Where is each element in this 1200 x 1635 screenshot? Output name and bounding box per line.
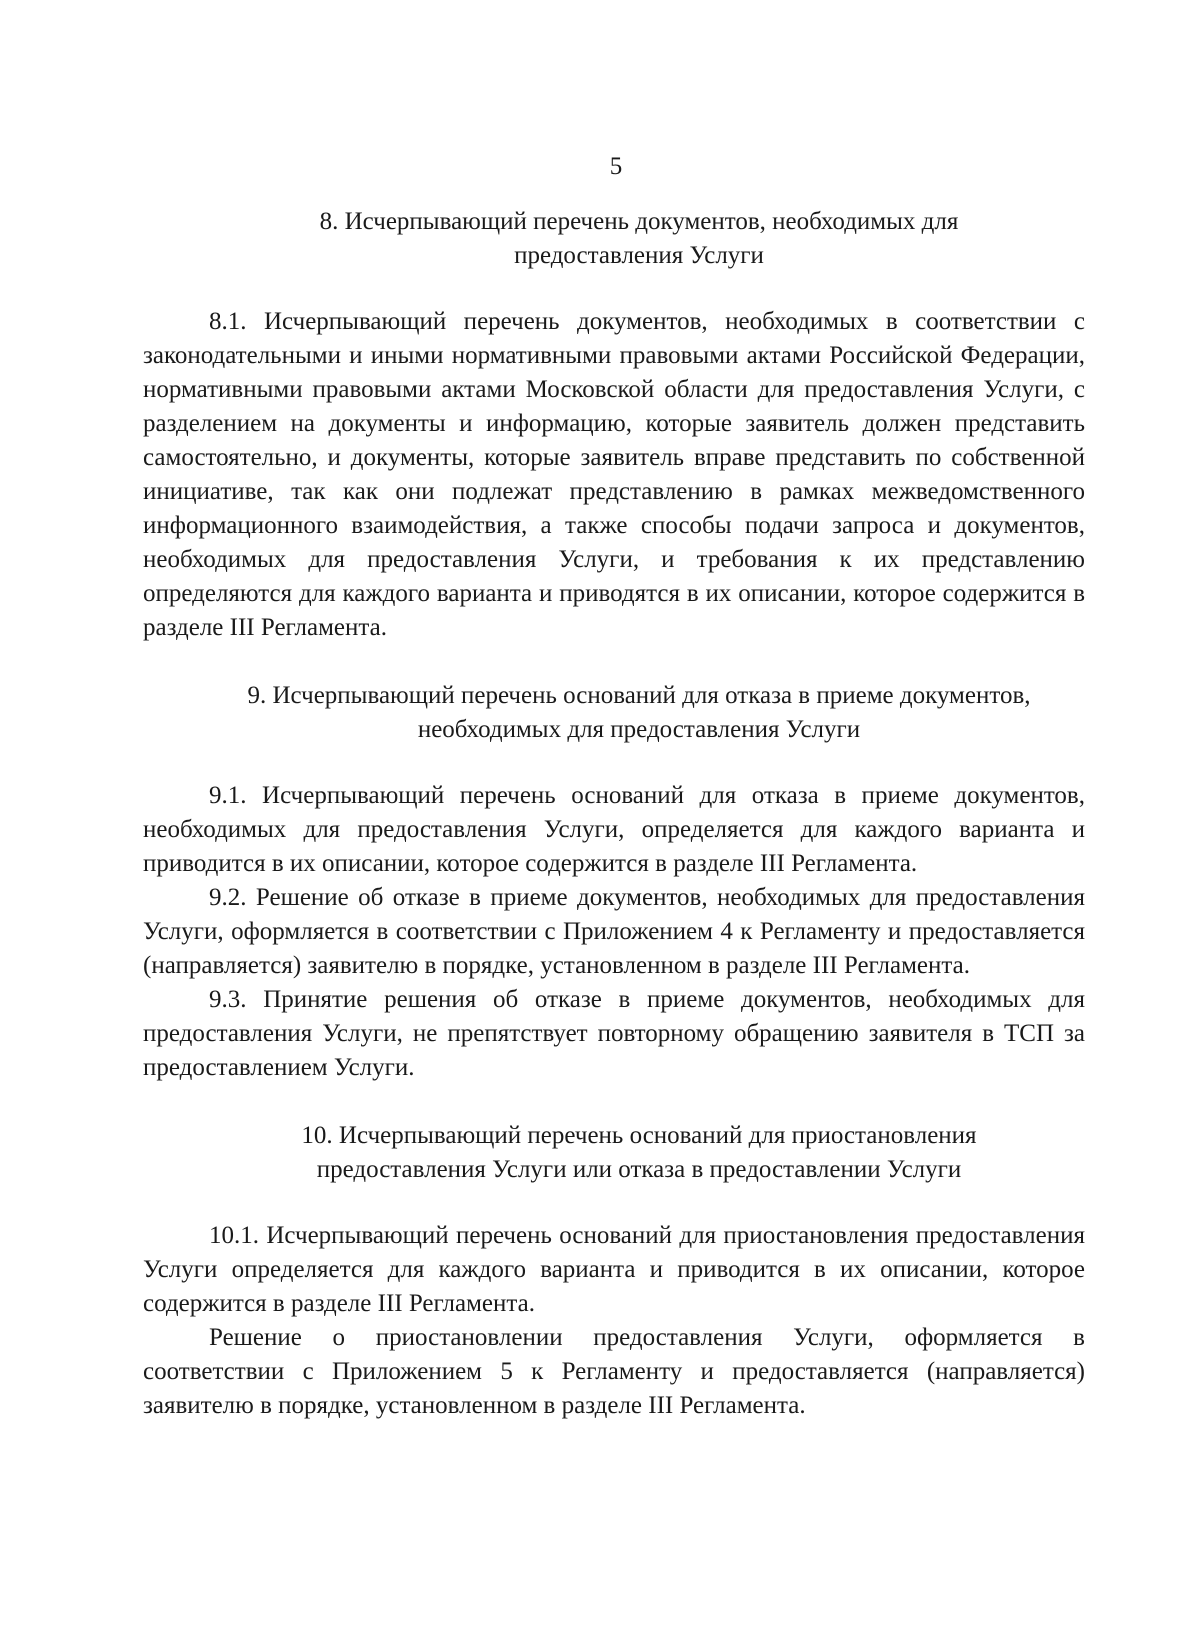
paragraph-9-3: 9.3. Принятие решения об отказе в приеме документов, необходимых для предоставления Услуги, не препятствует повторному обращению заявителя в ТСП за предоставлением Услуги. [143, 986, 1085, 1081]
paragraph-8-1: 8.1. Исчерпывающий перечень документов, необходимых в соответствии с законодательными и иными нормативными правовыми актами Российской Федерации, нормативными правовыми актами Московской области для предоставления Услуги, с разделением на документы и информацию, которые заявитель должен представить самостоятельно, и документы, которые заявитель вправе представить по собственной инициативе, так как они подлежат представлению в рамках межведомственного информационного взаимодействия, а также способы подачи запроса и документов, необходимых для предоставления Услуги, и требования к их представлению определяются для каждого варианта и приводятся в их описании, которое содержится в разделе III Регламента. [143, 308, 1085, 641]
document-body [143, 205, 1085, 1423]
section-8-heading: 8. Исчерпывающий перечень документов, необходимых для предоставления Услуги [319, 208, 959, 269]
paragraph-9-1: 9.1. Исчерпывающий перечень оснований для отказа в приеме документов, необходимых для предоставления Услуги, определяется для каждого варианта и приводится в их описании, которое содержится в разделе III Регламента. [143, 782, 1085, 877]
page-number: 5 [609, 153, 623, 180]
section-10-heading: 10. Исчерпывающий перечень оснований для приостановления предоставления Услуги или отказа в предоставлении Услуги [301, 1122, 977, 1183]
paragraph-10-2: Решение о приостановлении предоставления Услуги, оформляется в соответствии с Приложением 5 к Регламенту и предоставляется (направляется) заявителю в порядке, установленном в разделе III Регламента. [143, 1324, 1085, 1419]
section-9-heading: 9. Исчерпывающий перечень оснований для отказа в приеме документов, необходимых для предоставления Услуги [247, 682, 1031, 743]
paragraph-10-1: 10.1. Исчерпывающий перечень оснований для приостановления предоставления Услуги определяется для каждого варианта и приводится в их описании, которое содержится в разделе III Регламента. [143, 1222, 1085, 1317]
paragraph-9-2: 9.2. Решение об отказе в приеме документов, необходимых для предоставления Услуги, оформляется в соответствии с Приложением 4 к Регламенту и предоставляется (направляется) заявителю в порядке, установленном в разделе III Регламента. [143, 884, 1085, 979]
